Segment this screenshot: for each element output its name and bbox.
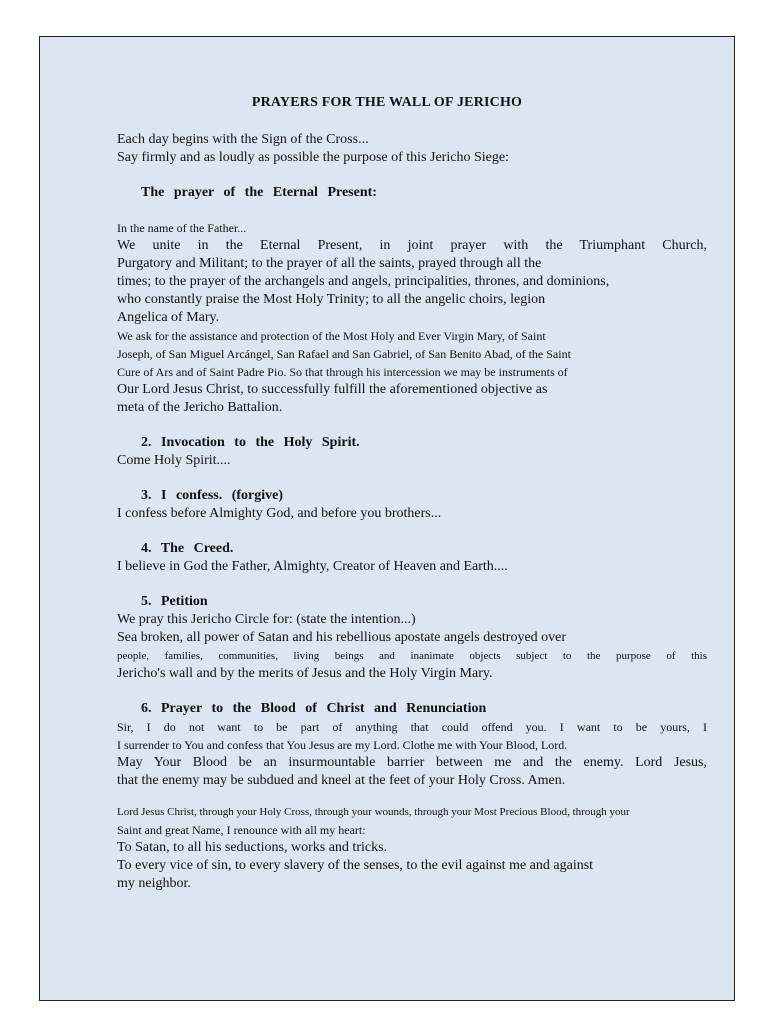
section-text: I believe in God the Father, Almighty, Creator of Heaven and Earth....: [117, 559, 508, 574]
section-text: In the name of the Father...: [117, 221, 247, 235]
section-heading: 3. I confess. (forgive): [141, 488, 284, 503]
document-body: [117, 131, 707, 893]
section-text: We unite in the Eternal Present, in joint prayer with the Triumphant Church,: [117, 238, 707, 253]
section-heading: 6. Prayer to the Blood of Christ and Renunciation: [141, 701, 487, 716]
section-text: Come Holy Spirit....: [117, 453, 231, 468]
section-text: meta of the Jericho Battalion.: [117, 400, 283, 415]
section-heading: The prayer of the Eternal Present:: [141, 185, 377, 200]
renunciation-text: To Satan, to all his seductions, works and tricks.: [117, 840, 388, 855]
section-text: We ask for the assistance and protection of the Most Holy and Ever Virgin Mary, of Saint: [117, 329, 546, 343]
section-text: times; to the prayer of the archangels and angels, principalities, thrones, and dominions,: [117, 274, 610, 289]
section-text: Our Lord Jesus Christ, to successfully fulfill the aforementioned objective as: [117, 382, 548, 397]
section-text: Jericho's wall and by the merits of Jesus and the Holy Virgin Mary.: [117, 666, 493, 681]
section-text: Sea broken, all power of Satan and his rebellious apostate angels destroyed over: [117, 630, 567, 645]
section-text: May Your Blood be an insurmountable barrier between me and the enemy. Lord Jesus,: [117, 755, 707, 770]
document-title: PRAYERS FOR THE WALL OF JERICHO: [251, 95, 523, 110]
intro-line: Say firmly and as loudly as possible the purpose of this Jericho Siege:: [117, 150, 509, 165]
document-page: [39, 36, 735, 1001]
intro-line: Each day begins with the Sign of the Cross...: [117, 132, 369, 147]
section-text: We pray this Jericho Circle for: (state the intention...): [117, 612, 416, 627]
section-text: I confess before Almighty God, and before you brothers...: [117, 506, 442, 521]
section-text: Sir, I do not want to be part of anything that could offend you. I want to be yours, I: [117, 720, 707, 734]
renunciation-text: Lord Jesus Christ, through your Holy Cross, through your wounds, through your Most Precious Blood, through your: [117, 806, 630, 818]
section-heading: 5. Petition: [141, 594, 208, 609]
section-heading: 2. Invocation to the Holy Spirit.: [141, 435, 360, 450]
renunciation-text: Saint and great Name, I renounce with all my heart:: [117, 823, 366, 837]
section-text: Purgatory and Militant; to the prayer of all the saints, prayed through all the: [117, 256, 542, 271]
section-text: who constantly praise the Most Holy Trinity; to all the angelic choirs, legion: [117, 292, 546, 307]
section-text: people, families, communities, living beings and inanimate objects subject to the purpose of this: [117, 650, 707, 662]
renunciation-text: my neighbor.: [117, 876, 191, 891]
section-text: Cure of Ars and of Saint Padre Pio. So that through his intercession we may be instruments of: [117, 365, 568, 379]
section-text: Angelica of Mary.: [117, 310, 220, 325]
section-heading: 4. The Creed.: [141, 541, 234, 556]
section-text: that the enemy may be subdued and kneel at the feet of your Holy Cross. Amen.: [117, 773, 566, 788]
renunciation-text: To every vice of sin, to every slavery of the senses, to the evil against me and against: [117, 858, 594, 873]
section-text: I surrender to You and confess that You Jesus are my Lord. Clothe me with Your Blood, Lord.: [117, 738, 568, 752]
section-text: Joseph, of San Miguel Arcángel, San Rafael and San Gabriel, of San Benito Abad, of the Saint: [117, 347, 571, 361]
